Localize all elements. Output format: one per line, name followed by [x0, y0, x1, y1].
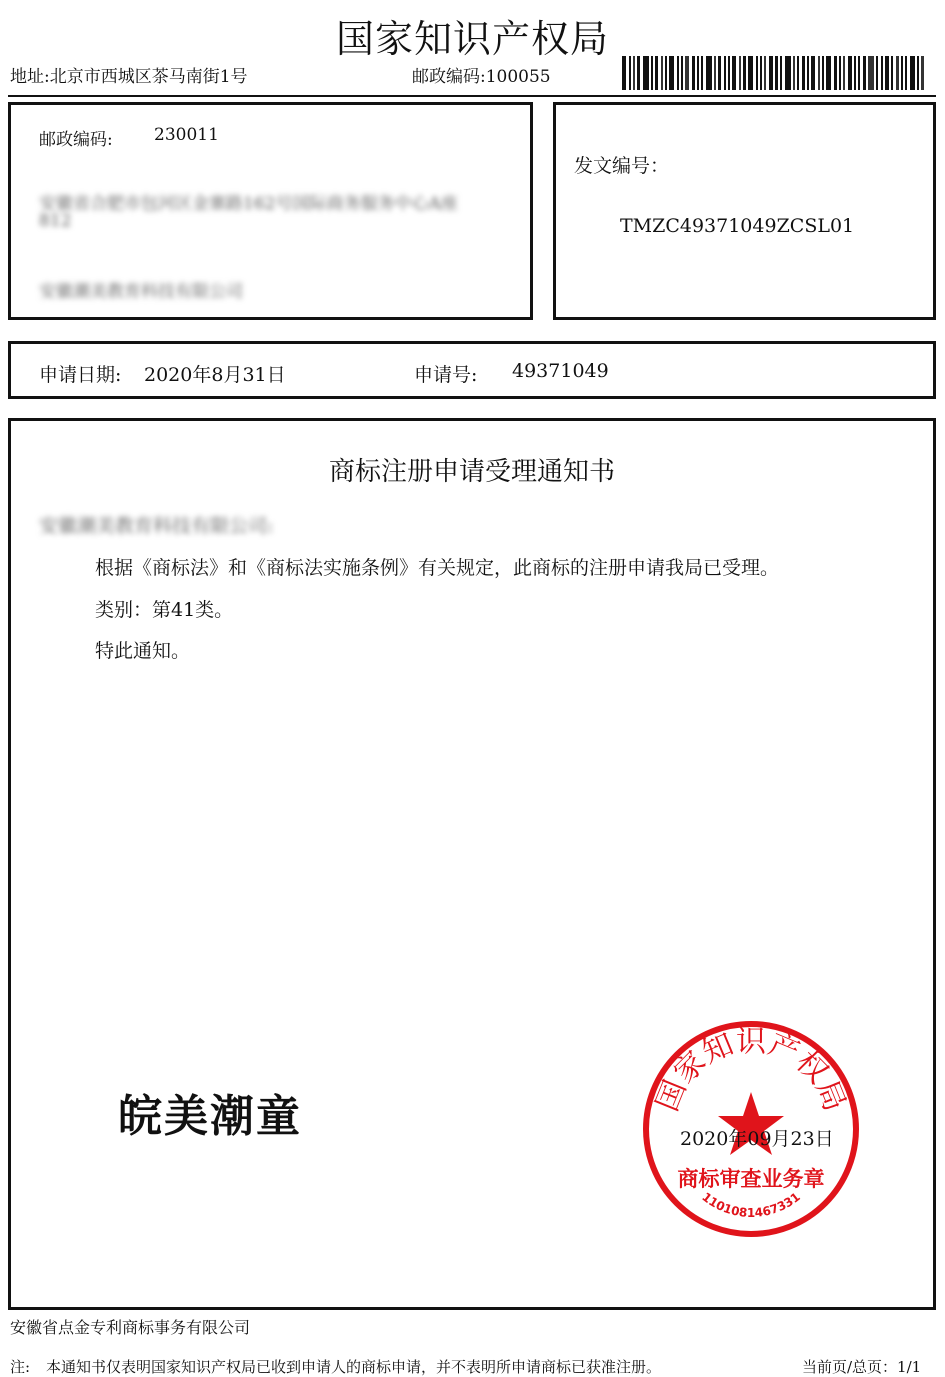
- application-date-value: 2020年8月31日: [144, 364, 286, 386]
- barcode-bar: [669, 56, 674, 90]
- application-number-value: 49371049: [512, 360, 609, 382]
- barcode-bar: [807, 56, 809, 90]
- barcode-bar: [891, 56, 893, 90]
- header-postcode: 邮政编码:100055: [412, 67, 551, 87]
- barcode-bar: [629, 56, 631, 90]
- barcode-bar: [901, 56, 903, 90]
- barcode-bar: [848, 56, 852, 90]
- notice-title: 商标注册申请受理通知书: [328, 457, 615, 487]
- barcode-bar: [839, 56, 841, 90]
- doc-number-value: TMZC49371049ZCSL01: [620, 215, 855, 237]
- barcode-bar: [637, 56, 640, 90]
- application-date-label: 申请日期:: [39, 364, 122, 386]
- doc-number-label: 发文编号：: [574, 155, 670, 177]
- barcode-bar: [881, 56, 883, 90]
- seal-top-text: 国家知识产权局: [649, 1024, 853, 1117]
- barcode-bar: [728, 56, 730, 90]
- recipient-address-line1: 安徽省合肥市包河区金寨路162号国际商务服务中心A座: [39, 194, 458, 214]
- barcode-bar: [822, 56, 824, 90]
- barcode-bar: [905, 56, 907, 90]
- barcode-bar: [651, 56, 653, 90]
- barcode-bar: [785, 56, 791, 90]
- barcode-bar: [655, 56, 658, 90]
- barcode-bar: [858, 56, 860, 90]
- barcode-bar: [868, 56, 874, 90]
- barcode-bar: [764, 56, 766, 90]
- recipient-box: [8, 102, 533, 320]
- recipient-company: 安徽潮美教育科技有限公司: [39, 282, 243, 302]
- barcode-bar: [714, 56, 716, 90]
- recipient-postcode-label: 邮政编码:: [39, 130, 113, 150]
- barcode-bar: [701, 56, 703, 90]
- page-indicator: 当前页/总页：1/1: [802, 1358, 922, 1376]
- notice-line-2: 类别：第41类。: [95, 599, 234, 621]
- barcode-bar: [732, 56, 736, 90]
- barcode-bar: [643, 56, 649, 90]
- notice-date: 2020年09月23日: [680, 1128, 834, 1150]
- barcode-bar: [775, 56, 778, 90]
- barcode-bar: [811, 56, 815, 90]
- barcode-bar: [876, 56, 878, 90]
- barcode-bar: [793, 56, 795, 90]
- barcode-bar: [826, 56, 831, 90]
- barcode-bar: [697, 56, 699, 90]
- barcode-bar: [692, 56, 695, 90]
- header-rule: [8, 95, 936, 97]
- notice-line-1: 根据《商标法》和《商标法实施条例》有关规定，此商标的注册申请我局已受理。: [95, 557, 780, 579]
- barcode-bar: [863, 56, 866, 90]
- seal-bottom-text: 商标审查业务章: [677, 1167, 825, 1191]
- barcode-bar: [802, 56, 805, 90]
- barcode-bar: [921, 56, 924, 90]
- notice-addressee: 安徽潮美教育科技有限公司:: [39, 515, 274, 537]
- barcode-bar: [780, 56, 782, 90]
- barcode-bar: [748, 56, 753, 90]
- barcode-bar: [677, 56, 679, 90]
- barcode-bar: [760, 56, 762, 90]
- barcode-bar: [743, 56, 746, 90]
- doc-number-box: [553, 102, 936, 320]
- barcode-bar: [661, 56, 663, 90]
- page-title: 国家知识产权局: [335, 17, 609, 61]
- footer-note: 本通知书仅表明国家知识产权局已收到申请人的商标申请，并不表明所申请商标已获准注册。: [46, 1358, 662, 1376]
- recipient-address-line2: 812: [39, 211, 72, 231]
- agency-name: 安徽省点金专利商标事务有限公司: [10, 1318, 251, 1337]
- barcode-bar: [834, 56, 837, 90]
- notice-line-3: 特此通知。: [95, 640, 191, 662]
- footer-note-label: 注:: [10, 1358, 31, 1376]
- barcode-bar: [681, 56, 683, 90]
- barcode-bar: [665, 56, 667, 90]
- barcode-bar: [739, 56, 741, 90]
- barcode-icon: [622, 56, 930, 90]
- barcode-bar: [910, 56, 915, 90]
- barcode-bar: [633, 56, 635, 90]
- barcode-bar: [917, 56, 919, 90]
- barcode-bar: [769, 56, 773, 90]
- trademark-image: 皖美潮童: [118, 1091, 302, 1142]
- barcode-bar: [756, 56, 758, 90]
- seal-code: 1101081467331: [699, 1189, 803, 1220]
- barcode-bar: [685, 56, 689, 90]
- header-address: 地址:北京市西城区茶马南街1号: [10, 67, 248, 87]
- barcode-bar: [885, 56, 889, 90]
- application-number-label: 申请号:: [414, 364, 478, 386]
- barcode-bar: [718, 56, 721, 90]
- barcode-bar: [797, 56, 799, 90]
- application-box: [8, 341, 936, 399]
- barcode-bar: [724, 56, 726, 90]
- barcode-bar: [896, 56, 899, 90]
- recipient-postcode-value: 230011: [154, 125, 219, 145]
- barcode-bar: [706, 56, 712, 90]
- barcode-bar: [622, 56, 626, 90]
- barcode-bar: [843, 56, 845, 90]
- barcode-bar: [818, 56, 820, 90]
- barcode-bar: [854, 56, 856, 90]
